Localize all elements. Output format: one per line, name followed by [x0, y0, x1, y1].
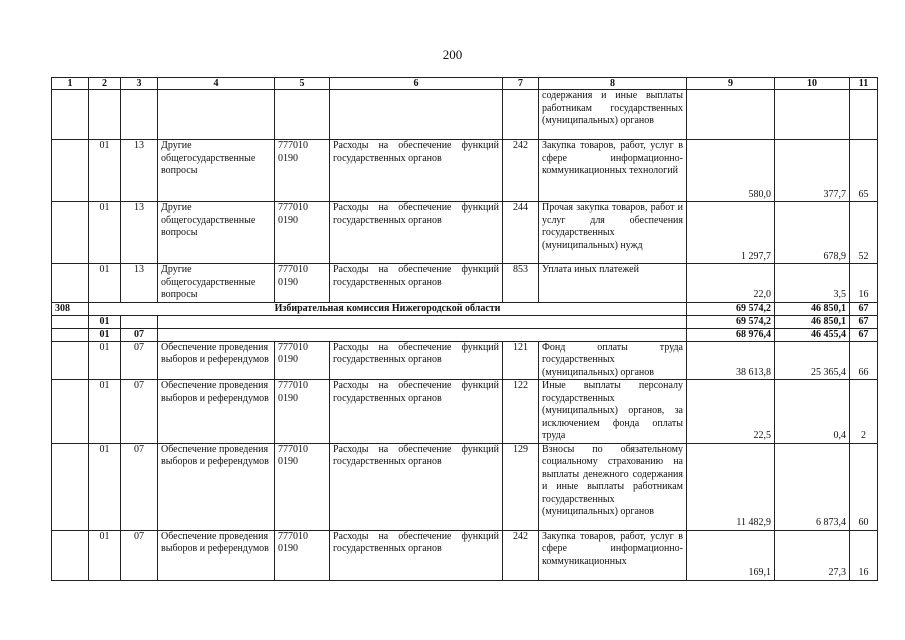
- target-code-part-1: 777010: [278, 202, 308, 213]
- target-code-part-1: 777010: [278, 530, 308, 542]
- empty-cell: [158, 328, 687, 341]
- table-row: [52, 380, 878, 444]
- target-code-cell: [275, 530, 330, 580]
- expense-type-name-cell: Закупка товаров, работ, услуг в сфере информационно-коммуникационных: [539, 530, 687, 580]
- target-code-part-1: 777010: [278, 380, 308, 391]
- target-name-cell: Расходы на обеспечение функций государственных органов: [330, 202, 503, 264]
- col1-cell: [52, 315, 89, 328]
- target-code-part-1: 777010: [278, 341, 308, 353]
- col1-cell: [52, 530, 89, 580]
- actual-amount-cell: 46 850,1: [775, 302, 850, 315]
- budget-table: [51, 77, 878, 581]
- percent-cell: 2: [850, 380, 878, 444]
- expense-type-code-cell: 244: [503, 202, 539, 264]
- target-name-cell: Расходы на обеспечение функций государственных органов: [330, 341, 503, 380]
- target-code-part-1: 777010: [278, 443, 308, 455]
- subsection-code-cell: 07: [121, 443, 158, 530]
- col1-cell: [52, 140, 89, 202]
- actual-amount-cell: 27,3: [775, 530, 850, 580]
- section-code-cell: 01: [89, 328, 121, 341]
- subsection-name-cell: Обеспечение проведения выборов и референдумов: [158, 530, 275, 580]
- org-code-cell: 308: [52, 302, 89, 315]
- subsection-name-cell: Другие общегосударственные вопросы: [158, 140, 275, 202]
- percent-cell: 60: [850, 443, 878, 530]
- col1-cell: [52, 341, 89, 380]
- target-code-cell: [275, 443, 330, 530]
- section-code-cell: 01: [89, 530, 121, 580]
- subsection-code-cell: 07: [121, 530, 158, 580]
- col1-cell: [52, 443, 89, 530]
- subsection-name-cell: [158, 90, 275, 140]
- subsection-name-cell: Другие общегосударственные вопросы: [158, 202, 275, 264]
- planned-amount-cell: 22,5: [687, 380, 775, 444]
- subsection-code-cell: [121, 90, 158, 140]
- target-code-part-2: 0190: [278, 392, 298, 404]
- target-code-part-2: 0190: [278, 276, 298, 288]
- target-code-part-1: 777010: [278, 140, 308, 151]
- target-name-cell: Расходы на обеспечение функций государственных органов: [330, 264, 503, 303]
- header-cell: 6: [330, 78, 503, 90]
- header-cell: 5: [275, 78, 330, 90]
- subsection-code-cell: 13: [121, 140, 158, 202]
- expense-type-name-cell: Закупка товаров, работ, услуг в сфере информационно-коммуникационных технологий: [539, 140, 687, 202]
- percent-cell: 67: [850, 328, 878, 341]
- subsection-name-cell: Обеспечение проведения выборов и референдумов: [158, 341, 275, 380]
- subsection-name-cell: Другие общегосударственные вопросы: [158, 264, 275, 303]
- section-code-cell: 01: [89, 341, 121, 380]
- actual-amount-cell: 6 873,4: [775, 443, 850, 530]
- target-code-cell: [275, 202, 330, 264]
- expense-type-name-cell: Иные выплаты персоналу государственных (муниципальных) органов, за исключением фонда оплаты труда: [539, 380, 687, 444]
- percent-cell: 16: [850, 264, 878, 303]
- subsection-code-cell: 07: [121, 380, 158, 444]
- target-code-part-2: 0190: [278, 354, 298, 365]
- expense-type-code-cell: 122: [503, 380, 539, 444]
- section-code-cell: 01: [89, 202, 121, 264]
- target-code-cell: [275, 140, 330, 202]
- percent-cell: [850, 90, 878, 140]
- header-cell: 4: [158, 78, 275, 90]
- table-row: [52, 264, 878, 303]
- target-name-cell: Расходы на обеспечение функций государственных органов: [330, 443, 503, 530]
- target-name-cell: Расходы на обеспечение функций государственных органов: [330, 140, 503, 202]
- subsection-code-cell: 07: [121, 328, 158, 341]
- header-cell: 2: [89, 78, 121, 90]
- col1-cell: [52, 380, 89, 444]
- col1-cell: [52, 202, 89, 264]
- table-row: [52, 90, 878, 140]
- header-cell: 1: [52, 78, 89, 90]
- section-code-cell: 01: [89, 380, 121, 444]
- planned-amount-cell: 1 297,7: [687, 202, 775, 264]
- actual-amount-cell: 46 455,4: [775, 328, 850, 341]
- target-code-part-2: 0190: [278, 214, 298, 226]
- target-name-cell: Расходы на обеспечение функций государственных органов: [330, 530, 503, 580]
- planned-amount-cell: 169,1: [687, 530, 775, 580]
- section-code-cell: 01: [89, 264, 121, 303]
- planned-amount-cell: 38 613,8: [687, 341, 775, 380]
- actual-amount-cell: 377,7: [775, 140, 850, 202]
- target-name-cell: [330, 90, 503, 140]
- table-row: [52, 140, 878, 202]
- table-row: [52, 530, 878, 580]
- actual-amount-cell: 3,5: [775, 264, 850, 303]
- expense-type-code-cell: 242: [503, 530, 539, 580]
- header-cell: 3: [121, 78, 158, 90]
- table-row: [52, 202, 878, 264]
- subsection-code-cell: 13: [121, 264, 158, 303]
- planned-amount-cell: 580,0: [687, 140, 775, 202]
- percent-cell: 52: [850, 202, 878, 264]
- subsection-name-cell: Обеспечение проведения выборов и референдумов: [158, 380, 275, 444]
- planned-amount-cell: 69 574,2: [687, 302, 775, 315]
- expense-type-name-cell: Фонд оплаты труда государственных (муниципальных) органов: [539, 341, 687, 380]
- table-row: [52, 341, 878, 380]
- expense-type-code-cell: 121: [503, 341, 539, 380]
- target-code-cell: [275, 380, 330, 444]
- table-row: [52, 443, 878, 530]
- percent-cell: 65: [850, 140, 878, 202]
- percent-cell: 16: [850, 530, 878, 580]
- table-row: [52, 315, 878, 328]
- header-cell: 9: [687, 78, 775, 90]
- target-code-part-1: 777010: [278, 264, 308, 275]
- planned-amount-cell: [687, 90, 775, 140]
- section-code-cell: 01: [89, 140, 121, 202]
- actual-amount-cell: 678,9: [775, 202, 850, 264]
- planned-amount-cell: 69 574,2: [687, 315, 775, 328]
- section-code-cell: [89, 90, 121, 140]
- header-cell: 10: [775, 78, 850, 90]
- percent-cell: 67: [850, 302, 878, 315]
- expense-type-name-cell: Взносы по обязательному социальному страхованию на выплаты денежного содержания и иные выплаты работникам государственных (муниципальных) органов: [539, 443, 687, 530]
- subsection-code-cell: 13: [121, 202, 158, 264]
- target-name-cell: Расходы на обеспечение функций государственных органов: [330, 380, 503, 444]
- planned-amount-cell: 11 482,9: [687, 443, 775, 530]
- header-cell: 8: [539, 78, 687, 90]
- percent-cell: 67: [850, 315, 878, 328]
- col1-cell: [52, 90, 89, 140]
- target-code-part-2: 0190: [278, 152, 298, 164]
- target-code-cell: [275, 90, 330, 140]
- header-cell: 7: [503, 78, 539, 90]
- target-code-part-2: 0190: [278, 456, 298, 467]
- table-row: [52, 302, 878, 315]
- table-row: [52, 328, 878, 341]
- table-body: [52, 90, 878, 581]
- actual-amount-cell: [775, 90, 850, 140]
- expense-type-code-cell: [503, 90, 539, 140]
- actual-amount-cell: 0,4: [775, 380, 850, 444]
- target-code-cell: [275, 341, 330, 380]
- subsection-name-cell: Обеспечение проведения выборов и референдумов: [158, 443, 275, 530]
- expense-type-name-cell: содержания и иные выплаты работникам государственных (муниципальных) органов: [539, 90, 687, 140]
- expense-type-code-cell: 129: [503, 443, 539, 530]
- expense-type-name-cell: Прочая закупка товаров, работ и услуг для обеспечения государственных (муниципальных) нужд: [539, 202, 687, 264]
- subsection-code-cell: [121, 315, 158, 328]
- actual-amount-cell: 46 850,1: [775, 315, 850, 328]
- expense-type-code-cell: 242: [503, 140, 539, 202]
- percent-cell: 66: [850, 341, 878, 380]
- empty-cell: [158, 315, 687, 328]
- header-row: [52, 78, 878, 90]
- col1-cell: [52, 328, 89, 341]
- actual-amount-cell: 25 365,4: [775, 341, 850, 380]
- target-code-cell: [275, 264, 330, 303]
- header-cell: 11: [850, 78, 878, 90]
- subsection-code-cell: 07: [121, 341, 158, 380]
- expense-type-code-cell: 853: [503, 264, 539, 303]
- org-title-cell: Избирательная комиссия Нижегородской области: [89, 302, 687, 315]
- planned-amount-cell: 68 976,4: [687, 328, 775, 341]
- planned-amount-cell: 22,0: [687, 264, 775, 303]
- expense-type-name-cell: Уплата иных платежей: [539, 264, 687, 303]
- section-code-cell: 01: [89, 315, 121, 328]
- col1-cell: [52, 264, 89, 303]
- section-code-cell: 01: [89, 443, 121, 530]
- target-code-part-2: 0190: [278, 543, 298, 554]
- page-number: 200: [442, 47, 463, 62]
